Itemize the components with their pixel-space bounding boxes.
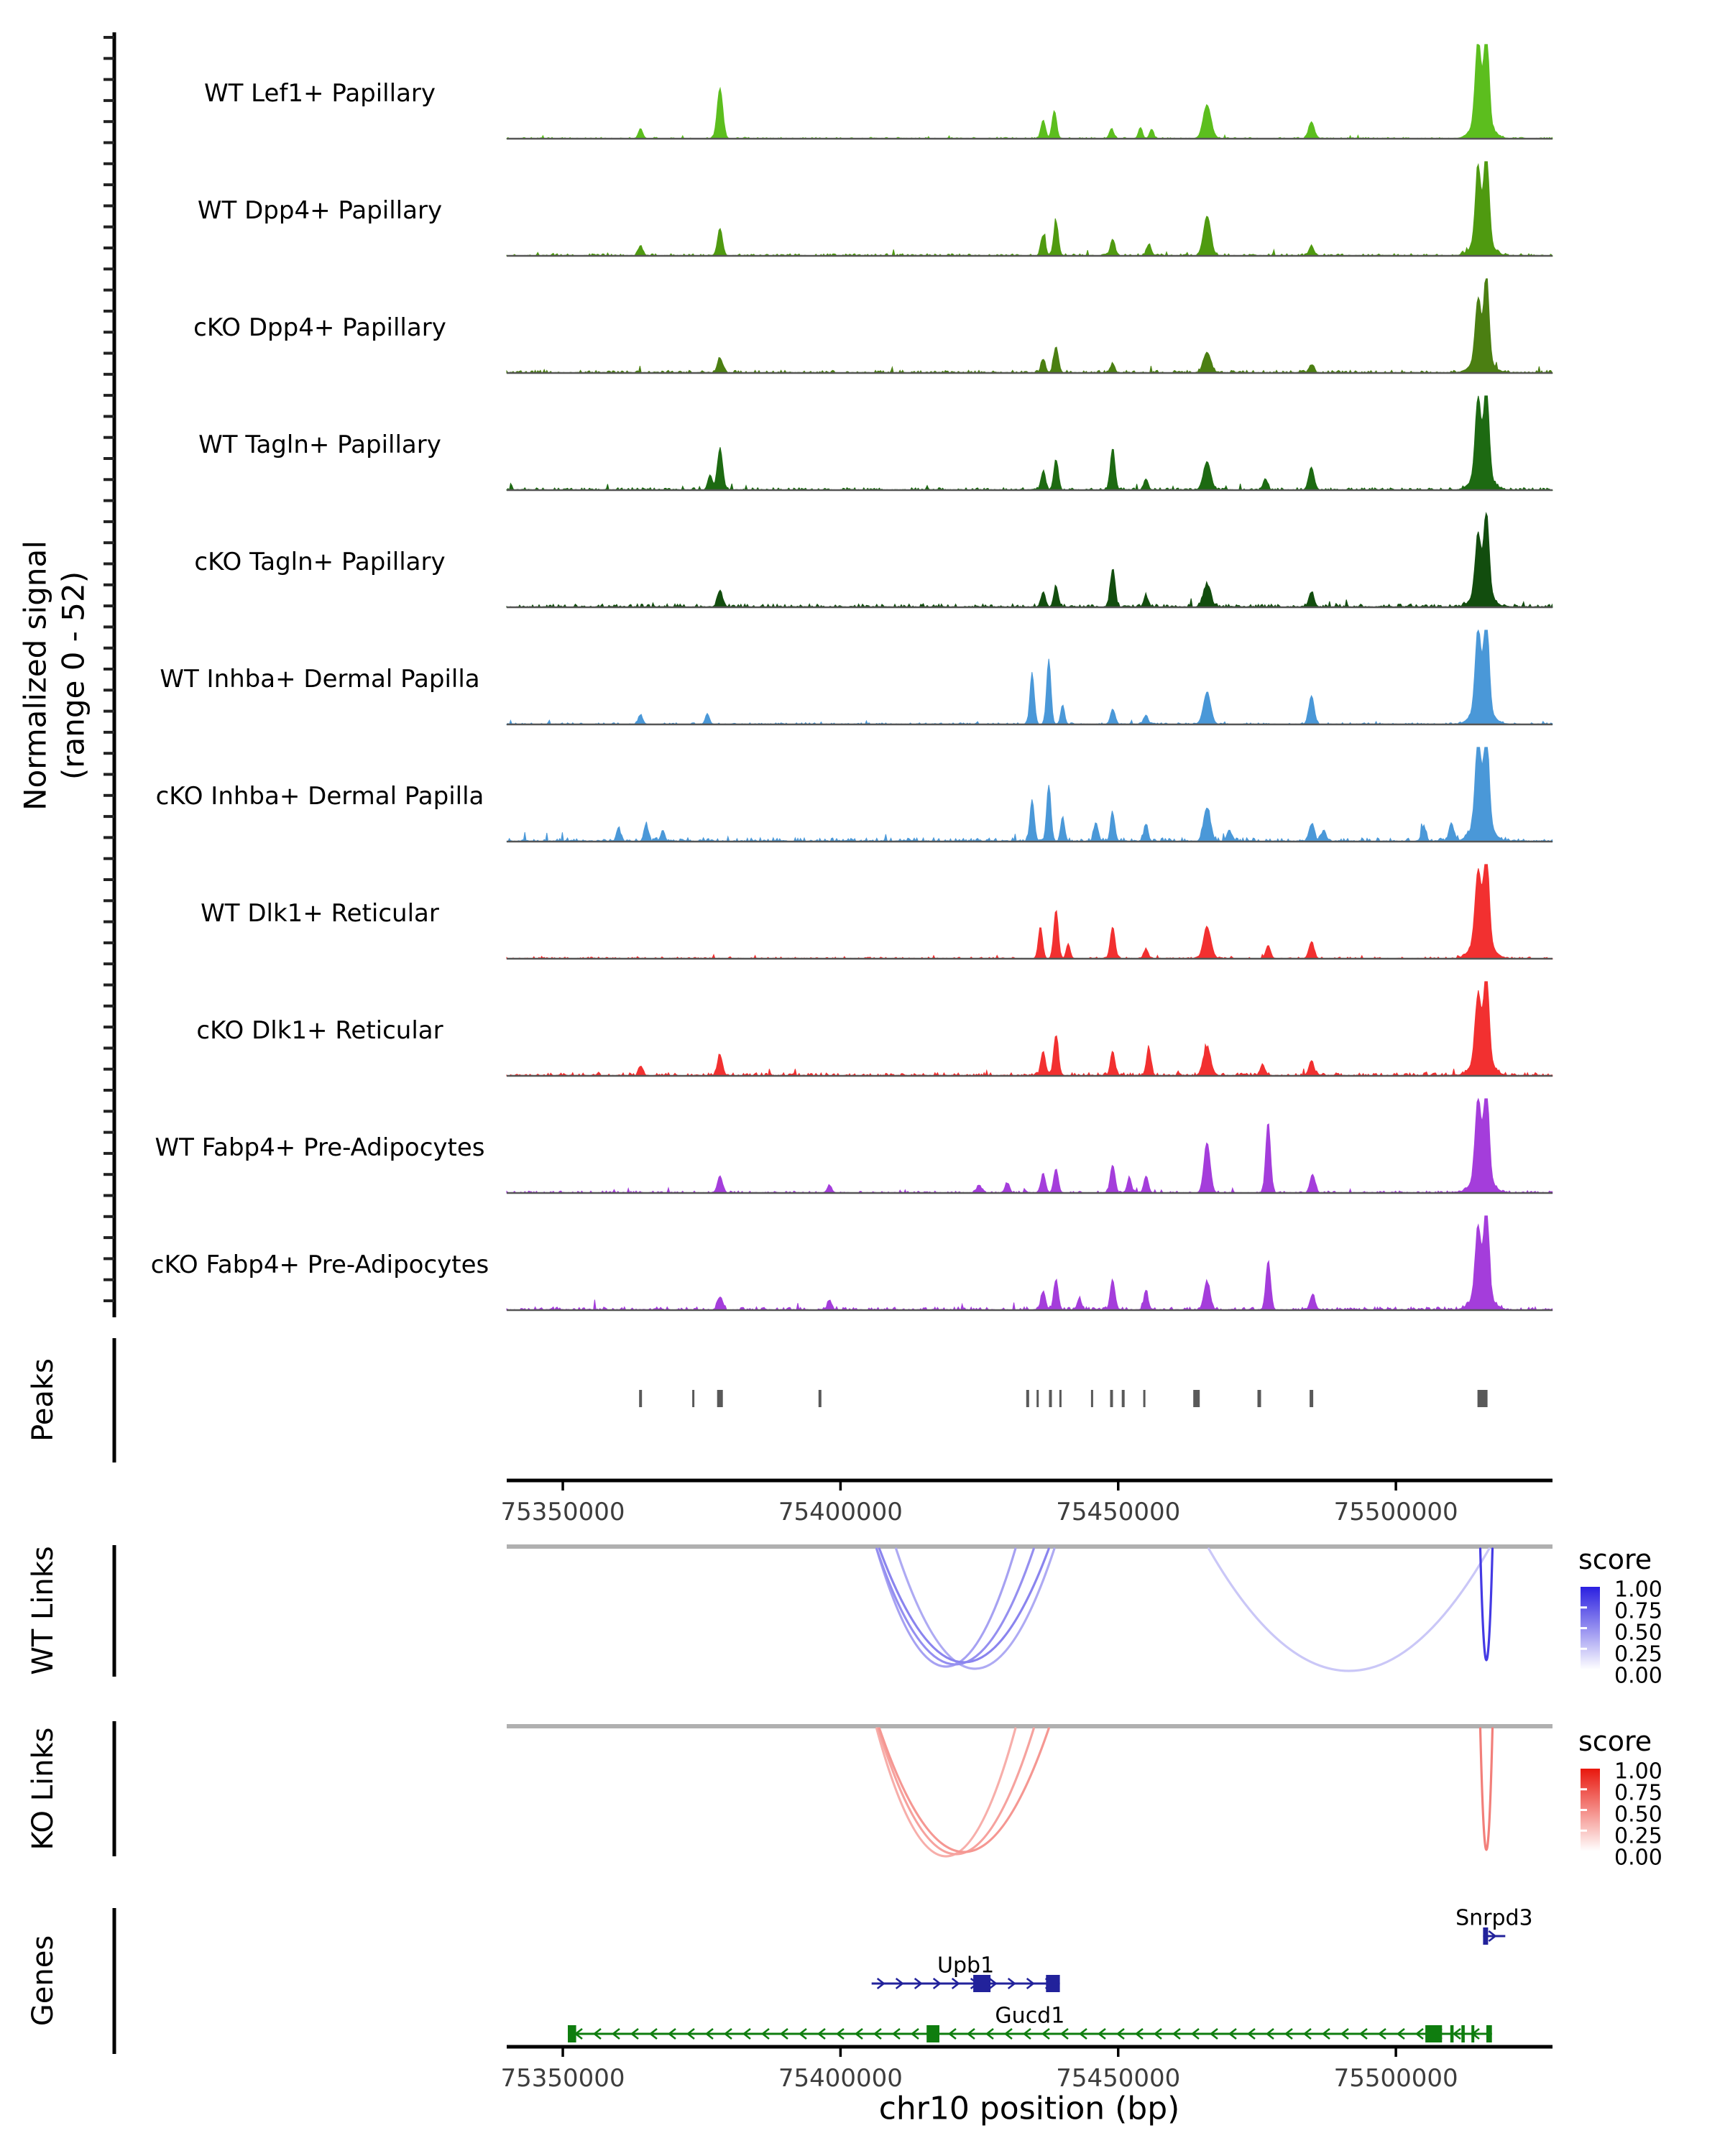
signal-track	[507, 279, 1552, 373]
score-legend-tick-label: 0.25	[1614, 1641, 1662, 1667]
genome-axis-title: chr10 position (bp)	[878, 2090, 1180, 2127]
track-label: WT Tagln+ Papillary	[198, 430, 441, 459]
track-label: cKO Tagln+ Papillary	[194, 548, 446, 576]
wt-links-panel-label: WT Links	[27, 1546, 60, 1675]
score-legend-tick-label: 0.50	[1614, 1620, 1662, 1646]
track-label: WT Inhba+ Dermal Papilla	[160, 665, 480, 694]
score-legend-tick-label: 0.75	[1614, 1780, 1662, 1806]
axis-tick-label: 75450000	[1056, 1498, 1181, 1526]
genes-panel-label: Genes	[27, 1935, 60, 2027]
track-label: WT Dlk1+ Reticular	[201, 899, 439, 928]
ko-links-arcs	[507, 1726, 1552, 1856]
wt-score-legend-title: score	[1578, 1544, 1652, 1575]
signal-track	[507, 982, 1552, 1076]
axis-tick-label: 75500000	[1333, 1498, 1458, 1526]
ko-links-panel-label: KO Links	[27, 1727, 60, 1851]
score-legend-tick-label: 0.00	[1614, 1845, 1662, 1871]
ko-colorbar	[1581, 1769, 1600, 1851]
track-label: cKO Dlk1+ Reticular	[196, 1016, 443, 1045]
signal-track	[507, 747, 1552, 842]
track-label: cKO Dpp4+ Papillary	[193, 313, 446, 342]
signal-track	[507, 45, 1552, 139]
track-label: WT Lef1+ Papillary	[203, 79, 436, 108]
signal-track	[507, 630, 1552, 724]
axis-tick-label: 75350000	[500, 2064, 625, 2093]
genome-axis-bottom	[507, 2047, 1552, 2057]
genome-axis-top	[507, 1480, 1552, 1491]
gene-name-label: Gucd1	[995, 2003, 1065, 2029]
signal-track	[507, 865, 1552, 959]
score-legend-tick-label: 0.25	[1614, 1823, 1662, 1849]
gene-name-label: Upb1	[937, 1953, 995, 1978]
axis-tick-label: 75400000	[778, 2064, 903, 2093]
signal-track	[507, 396, 1552, 490]
axis-tick-label: 75500000	[1333, 2064, 1458, 2093]
signal-axis-label	[17, 540, 93, 811]
score-legend-tick-label: 0.50	[1614, 1802, 1662, 1828]
track-label: cKO Inhba+ Dermal Papilla	[155, 782, 484, 811]
signal-track	[507, 1099, 1552, 1193]
wt-colorbar	[1581, 1587, 1600, 1669]
track-label: cKO Fabp4+ Pre-Adipocytes	[150, 1250, 489, 1279]
peaks-panel-label: Peaks	[27, 1358, 60, 1442]
signal-track	[507, 1216, 1552, 1310]
peaks-panel-bars	[639, 1390, 1487, 1407]
signal-track	[507, 513, 1552, 607]
score-legend-tick-label: 0.00	[1614, 1663, 1662, 1689]
signal-axis-label-line2: (range 0 - 52)	[55, 571, 91, 780]
score-legend-tick-label: 1.00	[1614, 1759, 1662, 1784]
score-legend-tick-label: 0.75	[1614, 1598, 1662, 1624]
wt-links-arcs	[507, 1547, 1552, 1671]
axis-tick-label: 75400000	[778, 1498, 903, 1526]
signal-axis-ticks	[104, 37, 114, 1301]
score-legend-tick-label: 1.00	[1614, 1577, 1662, 1603]
ko-score-legend-title: score	[1578, 1726, 1652, 1757]
axis-tick-label: 75350000	[500, 1498, 625, 1526]
signal-axis-label-line1: Normalized signal	[17, 540, 53, 811]
gene-name-label: Snrpd3	[1455, 1905, 1533, 1931]
signal-track	[507, 162, 1552, 256]
track-label: WT Fabp4+ Pre-Adipocytes	[155, 1133, 485, 1162]
track-label: WT Dpp4+ Papillary	[197, 196, 443, 225]
axis-tick-label: 75450000	[1056, 2064, 1181, 2093]
